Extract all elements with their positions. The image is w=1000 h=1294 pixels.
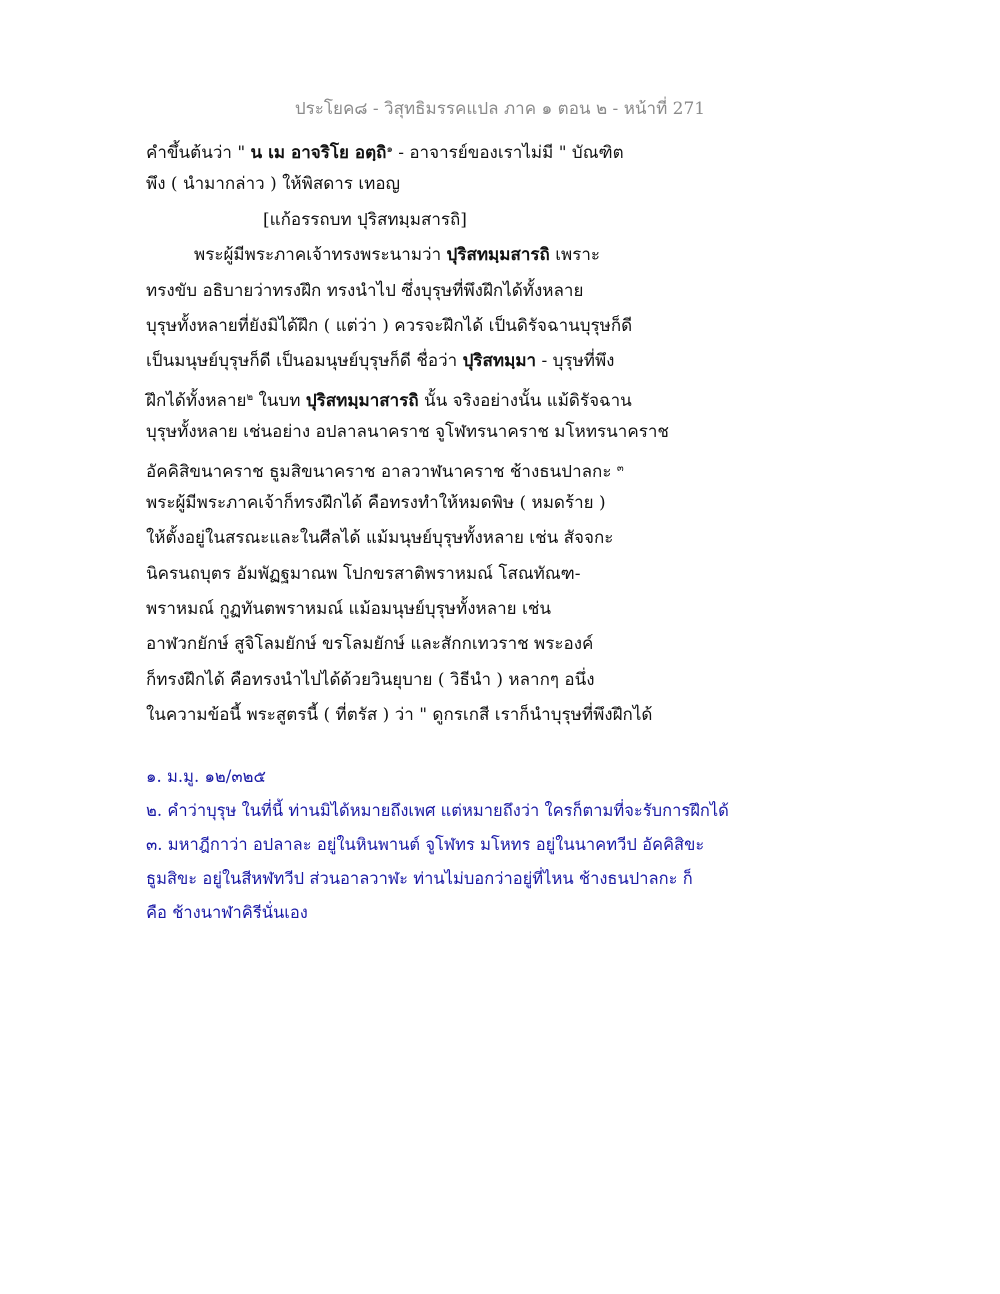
main-text <box>146 132 766 734</box>
text-span: - อาจารย์ของเราไม่มี " บัณฑิต <box>392 143 624 163</box>
text-line <box>146 380 766 415</box>
footnote-ref: ๓ <box>616 462 624 474</box>
pali-term: น เม อาจริโย อตฺถิ <box>250 143 387 163</box>
text-line: ก็ทรงฝึกได้ คือทรงนำไปได้ด้วยวินยุบาย ( วิธีนำ ) หลากๆ อนึ่ง <box>146 669 595 690</box>
pali-term: ปุริสทมฺมา <box>462 351 537 372</box>
footnote-ref: ๒ <box>246 391 254 403</box>
text-span: คำขึ้นต้นว่า " <box>146 143 251 163</box>
text-line: บุรุษทั้งหลายที่ยังมิได้ฝึก ( แต่ว่า ) ควรจะฝึกได้ เป็นดิรัจฉานบุรุษก็ดี <box>146 315 633 336</box>
text-span: นั้น จริงอย่างนั้น แม้ดิรัจฉาน <box>418 390 632 411</box>
pali-term: ปุริสทมฺมสารถิ <box>446 245 550 266</box>
text-line: ให้ตั้งอยู่ในสรณะและในศีลได้ แม้มนุษย์บุรุษทั้งหลาย เช่น สัจจกะ <box>146 528 614 549</box>
pali-term: ปุริสทมฺมาสารถิ <box>305 390 419 411</box>
footnote-1: ๑. ม.มู. ๑๒/๓๒๕ <box>146 767 267 786</box>
text-line <box>146 132 766 167</box>
text-line <box>146 238 766 273</box>
text-span: เพราะ <box>549 245 601 266</box>
text-line: บุรุษทั้งหลาย เช่นอย่าง อปลาลนาคราช จูโฬทรนาคราช มโหทรนาคราช <box>146 422 669 443</box>
text-line: พระผู้มีพระภาคเจ้าก็ทรงฝึกได้ คือทรงทำให้หมดพิษ ( หมดร้าย ) <box>146 492 606 513</box>
footnote-ref: ๑ <box>386 144 393 155</box>
footnote-3-cont: คือ ช้างนาฬาคิรีนั่นเอง <box>146 903 308 922</box>
text-span: ฝึกได้ทั้งหลาย <box>146 390 247 411</box>
text-line <box>146 344 766 379</box>
text-line: ในความข้อนี้ พระสูตรนี้ ( ที่ตรัส ) ว่า " ดูกรเกสี เราก็นำบุรุษที่พึงฝึกได้ <box>146 705 653 726</box>
text-span: เป็นมนุษย์บุรุษก็ดี เป็นอมนุษย์บุรุษก็ดี ชื่อว่า <box>146 351 463 372</box>
text-line <box>146 451 766 486</box>
text-line: อาฬวกยักษ์ สูจิโลมยักษ์ ขรโลมยักษ์ และสักกเทวราช พระองค์ <box>146 634 594 655</box>
page-header: ประโยค๘ - วิสุทธิมรรคแปล ภาค ๑ ตอน ๒ - หน้าที่ 271 <box>294 99 706 119</box>
text-span: พระผู้มีพระภาคเจ้าทรงพระนามว่า <box>194 245 447 266</box>
text-line: พึง ( นำมากล่าว ) ให้พิสดาร เทอญ <box>146 174 401 195</box>
footnote-3: ๓. มหาฎีกาว่า อปลาละ อยู่ในหินพานต์ จูโฬทร มโหทร อยู่ในนาคทวีป อัคคิสิขะ <box>146 835 705 854</box>
text-span: อัคคิสิขนาคราช ธูมสิขนาคราช อาลวาฬนาคราช ช้างธนปาลกะ <box>146 461 617 482</box>
text-line: พราหมณ์ กูฏทันตพราหมณ์ แม้อมนุษย์บุรุษทั้งหลาย เช่น <box>146 599 552 620</box>
text-line: นิครนถบุตร อัมพัฏฐมาณพ โปกขรสาติพราหมณ์ โสณทัณฑ- <box>146 563 581 584</box>
footnote-2: ๒. คำว่าบุรุษ ในที่นี้ ท่านมิได้หมายถึงเพศ แต่หมายถึงว่า ใครก็ตามที่จะรับการฝึกได้ <box>146 801 729 820</box>
text-span: - บุรุษที่พึง <box>536 351 615 372</box>
footnotes <box>146 760 906 930</box>
text-line: ทรงขับ อธิบายว่าทรงฝึก ทรงนำไป ซึ่งบุรุษที่พึงฝึกได้ทั้งหลาย <box>146 280 584 301</box>
section-heading: [แก้อรรถบท ปุริสทมฺมสารถิ] <box>263 209 467 230</box>
text-span: ในบท <box>253 390 306 411</box>
footnote-3-cont: ธูมสิขะ อยู่ในสีหฬทวีป ส่วนอาลวาฬะ ท่านไม่บอกว่าอยู่ที่ไหน ช้างธนปาลกะ ก็ <box>146 869 693 888</box>
